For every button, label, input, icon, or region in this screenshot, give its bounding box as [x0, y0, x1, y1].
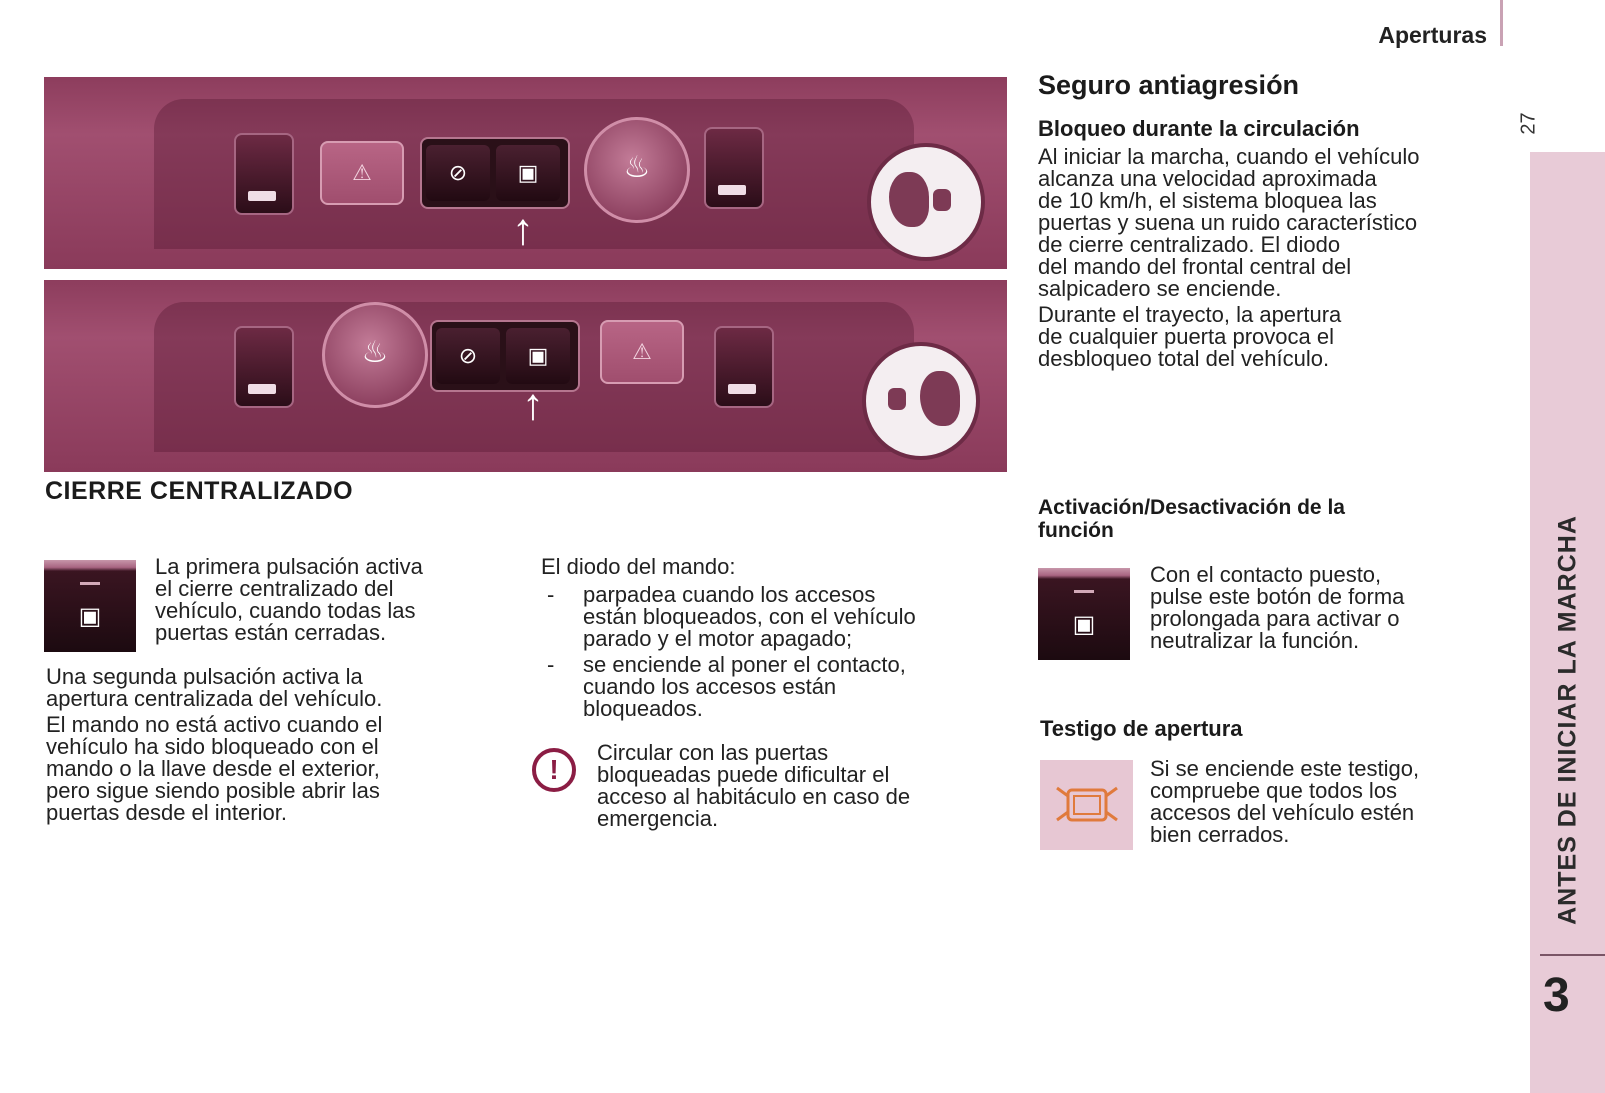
arrow-up-icon: ↑	[522, 380, 544, 429]
led-list-item: - se enciende al poner el contacto, cuando los accesos están bloqueados.	[541, 654, 996, 720]
window-switch-right	[714, 326, 774, 408]
first-press-text	[155, 556, 485, 644]
central-lock-icon: ▣	[506, 328, 570, 384]
door-warning-text	[1150, 758, 1500, 846]
door-open-warning-lamp	[1040, 760, 1133, 850]
child-lock-icon: ⊘	[436, 328, 500, 384]
lock-button-icon	[44, 560, 136, 652]
activation-text	[1150, 564, 1500, 652]
subtitle-door-warning: Testigo de apertura	[1040, 716, 1243, 741]
subtitle-driving-lock: Bloqueo durante la circulación	[1038, 116, 1360, 141]
second-press-text	[46, 666, 486, 710]
arrow-up-icon: ↑	[512, 205, 534, 254]
child-lock-icon: ⊘	[426, 145, 490, 201]
chapter-title	[1540, 510, 1596, 930]
lock-glyph: ▣	[78, 603, 102, 630]
first-press-paragraph: La primera pulsación activa el cierre centralizado del vehículo, cuando todas las puertas están cerradas.	[155, 554, 423, 645]
button-panel	[420, 137, 570, 209]
rhd-badge-icon	[862, 342, 980, 460]
lock-button-icon	[1038, 568, 1130, 660]
demist-knob-icon: ♨	[584, 117, 690, 223]
not-active-paragraph: El mando no está activo cuando el vehículo ha sido bloqueado con el mando o la llave desde el exterior, pero sigue siendo posible abrir las puertas desde el interior.	[46, 712, 383, 825]
button-panel	[430, 320, 580, 392]
demist-knob-icon: ♨	[322, 302, 428, 408]
hand-icon	[920, 371, 960, 426]
led-intro: El diodo del mando:	[541, 554, 736, 579]
dashboard-photo-left-hand-drive	[44, 77, 1007, 269]
page-header-section: Aperturas	[1378, 22, 1487, 48]
badge-lock-icon	[888, 388, 906, 410]
window-switch-right	[704, 127, 764, 209]
central-lock-icon: ▣	[496, 145, 560, 201]
car-doors-open-icon	[1054, 782, 1120, 828]
hazard-button: ⚠	[320, 141, 404, 205]
second-press-paragraph: Una segunda pulsación activa la apertura centralizada del vehículo.	[46, 664, 383, 711]
chapter-rule	[1540, 954, 1605, 956]
warning-text	[597, 742, 997, 830]
lhd-badge-icon	[867, 143, 985, 261]
door-open-paragraph: Durante el trayecto, la apertura de cualquier puerta provoca el desbloqueo total del vehículo.	[1038, 302, 1342, 371]
chapter-number: 3	[1543, 969, 1570, 1022]
dashboard-photo-right-hand-drive	[44, 280, 1007, 472]
hazard-button: ⚠	[600, 320, 684, 384]
warning-paragraph: Circular con las puertas bloqueadas puede dificultar el acceso al habitáculo en caso de emergencia.	[597, 740, 911, 831]
door-open-text	[1038, 304, 1508, 370]
window-switch-left	[234, 133, 294, 215]
not-active-text	[46, 714, 486, 824]
led-indicator	[1074, 590, 1094, 593]
led-list-item: - parpadea cuando los accesos están bloqueados, con el vehículo parado y el motor apagado;	[541, 584, 996, 650]
subtitle-activation: Activación/Desactivación de la función	[1038, 496, 1345, 542]
page-number: 27	[1517, 112, 1540, 135]
driving-lock-text	[1038, 146, 1508, 300]
header-rule	[1500, 0, 1503, 46]
hand-icon	[889, 172, 929, 227]
activation-paragraph: Con el contacto puesto, pulse este botón de forma prolongada para activar o neutralizar la función.	[1150, 562, 1405, 653]
warning-icon: !	[532, 748, 576, 792]
led-indicator	[80, 582, 100, 585]
led-list	[541, 584, 996, 720]
driving-lock-paragraph: Al iniciar la marcha, cuando el vehículo alcanza una velocidad aproximada de 10 km/h, el sistema bloquea las puertas y suena un ruido característico de cierre centralizado. El diodo del mando del frontal central del salpicadero se enciende.	[1038, 144, 1420, 301]
lock-glyph: ▣	[1072, 611, 1096, 638]
window-switch-left	[234, 326, 294, 408]
led-info	[541, 556, 996, 720]
badge-lock-icon	[933, 189, 951, 211]
chapter-title-text: ANTES DE INICIAR LA MARCHA	[1553, 515, 1582, 925]
door-warning-paragraph: Si se enciende este testigo, compruebe que todos los accesos del vehículo estén bien cerrados.	[1150, 756, 1420, 847]
section-title-central-locking: CIERRE CENTRALIZADO	[45, 477, 354, 505]
section-title-anti-aggression: Seguro antiagresión	[1038, 70, 1300, 100]
